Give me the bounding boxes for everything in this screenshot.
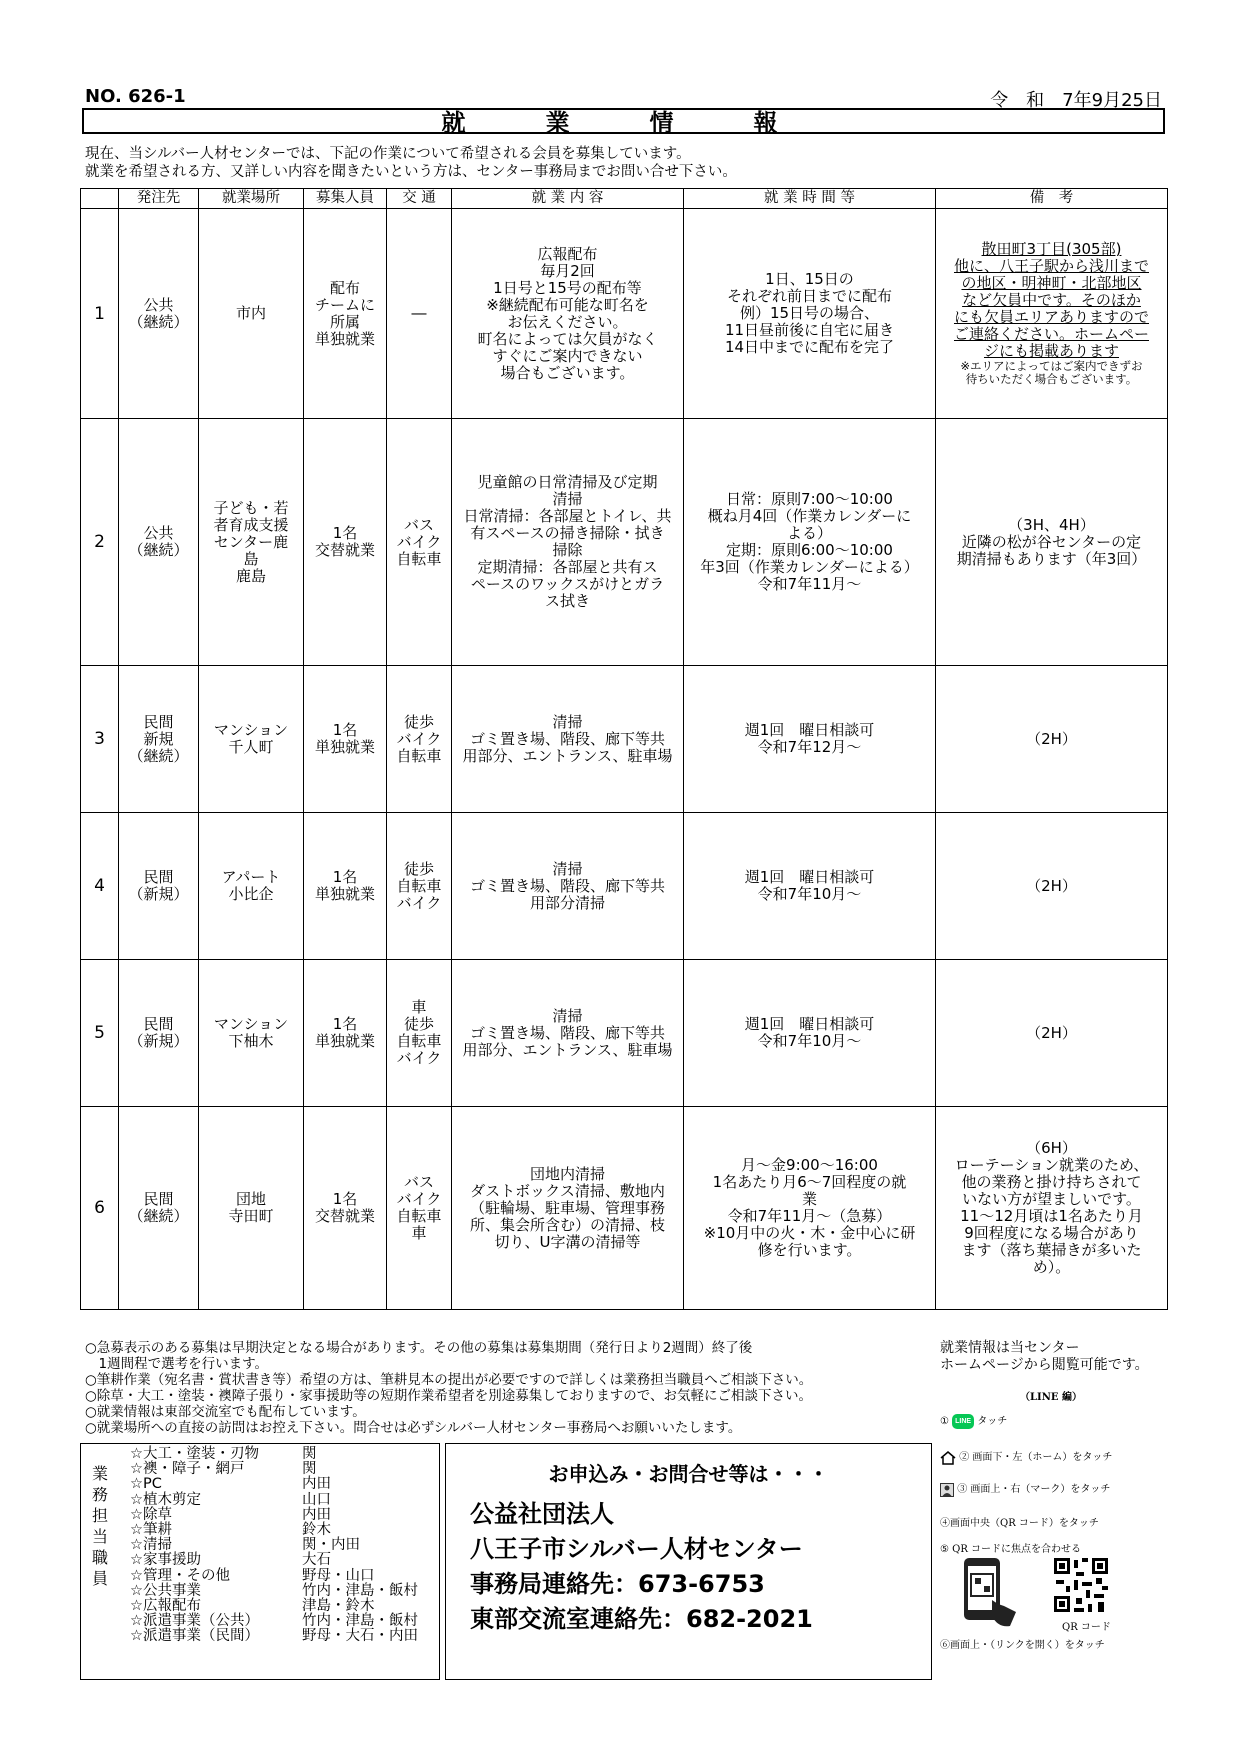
cell-content xyxy=(454,1008,681,1059)
staff-name: 竹内・津島・飯村 xyxy=(302,1613,418,1630)
job-number: 1 xyxy=(81,209,119,419)
job-number: 2 xyxy=(81,419,119,666)
job-place: マンション xyxy=(213,1015,289,1033)
staff-duty: ☆植木剪定 xyxy=(130,1491,201,1508)
staff-row xyxy=(130,1523,418,1538)
job-content-detail: ゴミ置き場、階段、廊下等共 用部分、エントランス、駐車場 xyxy=(462,1023,673,1059)
staff-row xyxy=(130,1553,418,1568)
cell-content xyxy=(306,869,384,903)
staff-label: 業 務 担 当 職 員 xyxy=(91,1464,108,1588)
table-row xyxy=(81,209,1168,419)
job-place: 子ども・若 者育成支援 センター鹿 島 xyxy=(213,498,289,568)
staff-row xyxy=(130,1477,418,1492)
cell-content xyxy=(389,861,449,912)
cell-content xyxy=(938,517,1165,568)
job-client-status: （継続） xyxy=(128,541,189,559)
phone-qr-icon xyxy=(958,1556,1020,1630)
qr-label: QR コード xyxy=(1062,1622,1111,1633)
header-transport: 交 通 xyxy=(387,189,452,209)
table-header-row xyxy=(81,189,1168,209)
job-client: 公共 xyxy=(143,295,174,314)
job-remarks: （2H） xyxy=(1026,1023,1077,1042)
cell-content xyxy=(938,241,1165,386)
staff-name: 津島・鈴木 xyxy=(302,1598,375,1615)
cell-content xyxy=(121,1191,196,1225)
job-client-status: （新規） xyxy=(128,1032,189,1050)
job-work-type: 単独就業 xyxy=(314,329,375,348)
staff-duty: ☆清掃 xyxy=(130,1537,172,1554)
cell-content xyxy=(686,722,933,756)
step1-prefix: ① xyxy=(940,1416,949,1427)
header-count: 募集人員 xyxy=(304,189,387,209)
staff-duty: ☆管理・その他 xyxy=(130,1567,230,1584)
table-row xyxy=(81,419,1168,666)
job-number: 6 xyxy=(81,1107,119,1310)
note-line: ○就業情報は東部交流室でも配布しています。 xyxy=(85,1404,366,1420)
job-work-type: 単独就業 xyxy=(314,885,375,903)
staff-name: 関 xyxy=(302,1461,317,1478)
job-start: 令和7年11月～ xyxy=(757,575,862,593)
staff-row xyxy=(130,1629,418,1644)
line-guide-step6: ⑥画面上・（リンクを開く）をタッチ xyxy=(940,1640,1105,1651)
cell-content xyxy=(201,722,301,756)
header-client: 発注先 xyxy=(119,189,199,209)
line-app-icon: LINE xyxy=(952,1414,974,1429)
cell-content xyxy=(454,1166,681,1251)
jobs-table xyxy=(80,188,1168,1310)
cell-content xyxy=(121,714,196,765)
contact-body xyxy=(470,1497,813,1637)
cell-content xyxy=(938,1025,1165,1042)
header-no xyxy=(81,189,119,209)
job-content: 団地内清掃 xyxy=(529,1164,605,1183)
person-icon xyxy=(940,1483,954,1497)
cell-content xyxy=(306,1191,384,1225)
staff-duty: ☆PC xyxy=(130,1476,162,1493)
contact-org1: 公益社団法人 xyxy=(470,1500,614,1528)
job-time: 週1回 曜日相談可 xyxy=(744,868,875,886)
step3-text: ③ 画面上・右（マーク）をタッチ xyxy=(957,1484,1111,1495)
line-guide-step5: ⑤ QR コードに焦点を合わせる xyxy=(940,1544,1082,1555)
job-place-area: 下柚木 xyxy=(228,1032,274,1050)
cell-content xyxy=(201,500,301,585)
note-line: 1週間程で選考を行います。 xyxy=(85,1356,269,1372)
job-content: 児童館の日常清掃及び定期 清掃 xyxy=(477,473,658,508)
line-guide-step3 xyxy=(940,1480,1110,1497)
cell-content xyxy=(686,491,933,593)
cell-content xyxy=(121,869,196,903)
line-guide-step2 xyxy=(940,1448,1112,1465)
staff-duty: ☆公共事業 xyxy=(130,1582,201,1599)
intro-line: 現在、当シルバー人材センターでは、下記の作業について希望される会員を募集しています。 xyxy=(85,146,691,162)
staff-duty: ☆筆耕 xyxy=(130,1522,172,1539)
job-content: 清掃 xyxy=(552,712,583,731)
staff-row xyxy=(130,1462,418,1477)
job-place: 団地 xyxy=(235,1190,266,1208)
job-start: 令和7年10月～ xyxy=(757,885,862,903)
document-number: NO. 626-1 xyxy=(85,86,186,107)
job-start: 令和7年12月～ xyxy=(757,738,862,756)
staff-duty: ☆派遣事業（民間） xyxy=(130,1628,259,1645)
line-guide-title: （LINE 編） xyxy=(1020,1392,1082,1403)
cell-content xyxy=(306,1016,384,1050)
job-time: 週1回 曜日相談可 xyxy=(744,1015,875,1033)
job-content-detail: 日常清掃：各部屋とトイレ、共 有スペースの掃き掃除・拭き 掃除 定期清掃：各部屋と共有ス ペースのワックスがけとガラ ス拭き xyxy=(463,507,672,610)
notes xyxy=(85,1340,935,1436)
job-work-type: 交替就業 xyxy=(314,1207,375,1225)
job-content-detail: ゴミ置き場、階段、廊下等共 用部分清掃 xyxy=(469,876,665,912)
job-work-type: 交替就業 xyxy=(314,541,375,559)
job-number: 5 xyxy=(81,960,119,1107)
job-start: 令和7年11月～（急募） ※10月中の火・木・金中心に研 修を行います。 xyxy=(703,1207,916,1259)
job-place-area: 千人町 xyxy=(228,738,274,756)
cell-content xyxy=(686,1016,933,1050)
table-row xyxy=(81,666,1168,813)
note-line: ○除草・大工・塗装・襖障子張り・家事援助等の短期作業希望者を別途募集しておりますので、お気軽にご相談下さい。 xyxy=(85,1388,813,1404)
cell-content xyxy=(389,999,449,1067)
cell-content xyxy=(938,878,1165,895)
job-place-area: 寺田町 xyxy=(228,1207,274,1225)
job-place-area: 鹿島 xyxy=(235,566,266,585)
table-row xyxy=(81,1107,1168,1310)
staff-name: 山口 xyxy=(302,1491,331,1508)
job-transport: バス バイク 自転車 車 xyxy=(396,1173,442,1242)
job-work-type: 単独就業 xyxy=(314,738,375,756)
note-line: ○就業場所への直接の訪問はお控え下さい。問合せは必ずシルバー人材センター事務局へお願いいたします。 xyxy=(85,1420,742,1436)
line-guide-step4: ④画面中央（QR コード）をタッチ xyxy=(940,1518,1099,1529)
table-row xyxy=(81,960,1168,1107)
cell-content xyxy=(686,271,933,356)
cell-content xyxy=(389,305,449,322)
cell-content xyxy=(686,869,933,903)
staff-duty: ☆大工・塗装・刃物 xyxy=(130,1446,259,1462)
job-transport: 徒歩 自転車 バイク xyxy=(396,859,442,912)
staff-row xyxy=(130,1508,418,1523)
staff-name: 大石 xyxy=(302,1552,331,1569)
job-remarks: 散田町3丁目(305部) 他に、八王子駅から浅川まで の地区・明神町・北部地区 など欠員中です。そのほか にも欠員エリアありますので ご連絡ください。ホームペー ジにも掲載あります xyxy=(953,240,1149,360)
staff-name: 関 xyxy=(302,1446,317,1462)
staff-name: 野母・大石・内田 xyxy=(302,1628,418,1645)
cell-content xyxy=(454,474,681,610)
header-content: 就 業 内 容 xyxy=(452,189,684,209)
job-client-status: （継続） xyxy=(128,746,189,765)
staff-row xyxy=(130,1569,418,1584)
cell-content xyxy=(201,869,301,903)
line-guide xyxy=(940,1388,1165,1651)
staff-name: 関・内田 xyxy=(302,1537,360,1554)
staff-name: 鈴木 xyxy=(302,1522,331,1539)
job-content-detail: ゴミ置き場、階段、廊下等共 用部分、エントランス、駐車場 xyxy=(462,729,673,765)
cell-content xyxy=(121,1016,196,1050)
cell-content xyxy=(389,1174,449,1242)
contact-office-phone: 事務局連絡先：673-6753 xyxy=(470,1570,765,1598)
job-count: 1名 xyxy=(332,721,358,739)
contact-heading: お申込み・お問合せ等は・・・ xyxy=(548,1462,829,1486)
job-remarks: （2H） xyxy=(1026,876,1077,895)
job-time: 1日、15日の それぞれ前日までに配布 例）15日号の場合、 11日昼前後に自宅に届き 14日中までに配布を完了 xyxy=(724,270,895,356)
job-count: 1名 xyxy=(332,1190,358,1208)
page-title: 就 業 情 報 xyxy=(82,108,1165,134)
job-place-area: 市内 xyxy=(235,304,266,322)
home-icon xyxy=(940,1451,956,1465)
job-count: 配布 チームに 所属 xyxy=(314,278,375,331)
staff-name: 内田 xyxy=(302,1476,331,1493)
job-count: 1名 xyxy=(332,868,358,886)
cell-content xyxy=(306,280,384,348)
job-transport: 車 徒歩 自転車 バイク xyxy=(396,998,442,1067)
intro-text xyxy=(85,145,737,181)
staff-duty: ☆家事援助 xyxy=(130,1552,201,1569)
job-content: 広報配布 毎月2回 1日号と15号の配布等 xyxy=(493,244,642,297)
cell-content xyxy=(201,305,301,322)
intro-line: 就業を希望される方、又詳しい内容を聞きたいという方は、センター事務局までお問い合せ下さい。 xyxy=(85,164,737,180)
cell-content xyxy=(389,517,449,568)
job-time: 週1回 曜日相談可 xyxy=(744,721,875,739)
staff-name: 内田 xyxy=(302,1506,331,1523)
step2-text: ② 画面下・左（ホーム）をタッチ xyxy=(959,1452,1113,1463)
contact-east-phone: 東部交流室連絡先：682-2021 xyxy=(470,1605,813,1633)
cell-content xyxy=(121,525,196,559)
job-time: 月～金9:00～16:00 1名あたり月6～7回程度の就 業 xyxy=(712,1156,907,1208)
cell-content xyxy=(389,714,449,765)
staff-name: 野母・山口 xyxy=(302,1567,375,1584)
cell-content xyxy=(454,861,681,912)
job-remarks-extra: 近隣の松が谷センターの定 期清掃もあります（年3回） xyxy=(956,532,1147,568)
header-place: 就業場所 xyxy=(199,189,304,209)
cell-content xyxy=(454,714,681,765)
cell-content xyxy=(938,731,1165,748)
job-client: 民間 xyxy=(143,868,174,886)
qr-code-icon xyxy=(1052,1556,1110,1614)
staff-duty: ☆除草 xyxy=(130,1506,172,1523)
job-start: 令和7年10月～ xyxy=(757,1032,862,1050)
job-content-detail: ※継続配布可能な町名を お伝えください。 町名によっては欠員がなく すぐにご案内できない 場合もございます。 xyxy=(477,295,658,382)
staff-row xyxy=(130,1447,418,1462)
staff-duty: ☆派遣事業（公共） xyxy=(130,1613,259,1630)
job-transport: バス バイク 自転車 xyxy=(396,515,442,568)
contact-org2: 八王子市シルバー人材センター xyxy=(470,1535,803,1563)
job-remarks: （3H、4H） xyxy=(1008,515,1095,534)
staff-duty: ☆襖・障子・網戸 xyxy=(130,1461,245,1478)
job-transport: ― xyxy=(411,304,427,322)
job-transport: 徒歩 バイク 自転車 xyxy=(396,712,442,765)
note-line: ○筆耕作業（宛名書・賞状書き等）希望の方は、筆耕見本の提出が必要ですので詳しくは業務担当職員へご相談下さい。 xyxy=(85,1372,813,1388)
job-content: 清掃 xyxy=(552,859,583,878)
staff-name: 竹内・津島・飯村 xyxy=(302,1582,418,1599)
staff-list xyxy=(130,1447,418,1645)
document-date: 令 和 7年9月25日 xyxy=(990,90,1162,111)
job-number: 3 xyxy=(81,666,119,813)
job-count: 1名 xyxy=(332,524,358,542)
cell-content xyxy=(201,1016,301,1050)
step1-text: タッチ xyxy=(977,1416,1008,1427)
job-remarks: （6H） ローテーション就業のため、 他の業務と掛け持ちされて いない方が望ましいです。 xyxy=(954,1139,1149,1208)
staff-duty: ☆広報配布 xyxy=(130,1598,201,1615)
header-time: 就 業 時 間 等 xyxy=(684,189,936,209)
line-guide-step1 xyxy=(940,1412,1007,1429)
staff-row xyxy=(130,1599,418,1614)
cell-content xyxy=(201,1191,301,1225)
job-place: マンション xyxy=(213,721,289,739)
job-content: 清掃 xyxy=(552,1006,583,1025)
job-place: アパート xyxy=(221,868,281,886)
job-client: 民間 xyxy=(143,1015,174,1033)
job-remarks-extra: 11～12月頃は1名あたり月 9回程度になる場合があり ます（落ち葉掃きが多いた め）。 xyxy=(960,1207,1143,1276)
header-remarks: 備 考 xyxy=(936,189,1168,209)
cell-content xyxy=(686,1157,933,1259)
job-client-status: （継続） xyxy=(128,1207,189,1225)
job-number: 4 xyxy=(81,813,119,960)
job-time: 日常：原則7:00～10:00 概ね月4回（作業カレンダーに よる） 定期：原則6:00～10:00 年3回（作業カレンダーによる） xyxy=(700,490,919,576)
job-client-status: （継続） xyxy=(128,312,189,331)
job-client-status: （新規） xyxy=(128,885,189,903)
job-client: 公共 xyxy=(143,524,174,542)
job-client: 民間 xyxy=(143,1190,174,1208)
cell-content xyxy=(454,246,681,382)
note-line: ○急募表示のある募集は早期決定となる場合があります。その他の募集は募集期間（発行日より2週間）終了後 xyxy=(85,1340,753,1356)
table-row xyxy=(81,813,1168,960)
cell-content xyxy=(306,525,384,559)
job-remarks: （2H） xyxy=(1026,729,1077,748)
job-place-area: 小比企 xyxy=(228,885,274,903)
cell-content xyxy=(306,722,384,756)
cell-content xyxy=(938,1140,1165,1276)
job-client: 民間 新規 xyxy=(143,712,174,748)
staff-row xyxy=(130,1584,418,1599)
remarks-note: ※エリアによってはご案内できずお 待ちいただく場合もございます。 xyxy=(960,359,1143,386)
job-content-detail: ダストボックス清掃、敷地内 （駐輪場、駐車場、管理事務 所、集会所含む）の清掃、枝 切り、U字溝の清掃等 xyxy=(469,1181,665,1251)
homepage-note: 就業情報は当センター ホームページから閲覧可能です。 xyxy=(940,1340,1149,1373)
job-count: 1名 xyxy=(332,1015,358,1033)
staff-row xyxy=(130,1493,418,1508)
job-work-type: 単独就業 xyxy=(314,1032,375,1050)
cell-content xyxy=(121,297,196,331)
